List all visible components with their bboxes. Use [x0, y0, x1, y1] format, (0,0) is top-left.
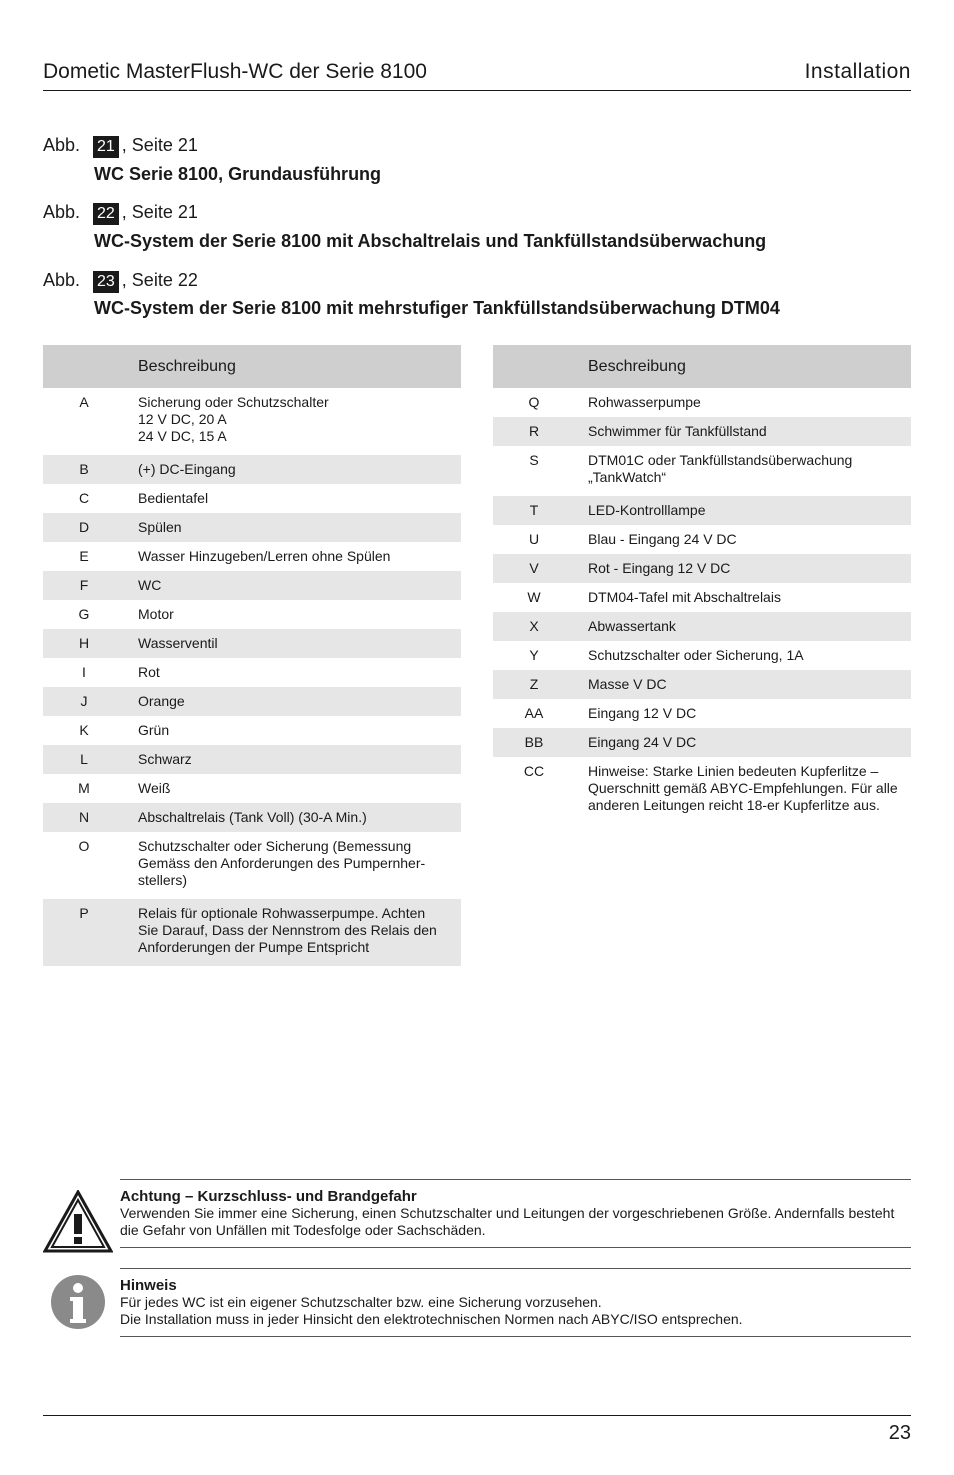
row-description: Sicherung oder Schutzschalter 12 V DC, 20 A 24 V DC, 15 A	[138, 394, 329, 444]
warning-title: Achtung – Kurzschluss- und Brandgefahr	[120, 1188, 417, 1205]
figure-title-21: WC Serie 8100, Grundausführung	[94, 164, 382, 184]
page-header	[43, 58, 911, 91]
info-icon	[50, 1274, 106, 1330]
row-key: Q	[528, 394, 540, 410]
row-description: Spülen	[138, 519, 182, 535]
row-description: Bedientafel	[138, 490, 209, 506]
figure-title-23: WC-System der Serie 8100 mit mehrstufiger Tankfüllstandsüberwachung DTM04	[94, 298, 780, 318]
table-header	[493, 345, 911, 388]
row-key: B	[79, 461, 89, 477]
table-row	[43, 716, 461, 745]
row-description: Weiß	[138, 780, 171, 796]
note-line-1: Für jedes WC ist ein eigener Schutzschalter bzw. eine Sicherung vorzusehen.	[120, 1294, 602, 1310]
document-title: Dometic MasterFlush-WC der Serie 8100	[43, 60, 427, 83]
row-key: A	[79, 394, 89, 410]
row-description: Masse V DC	[588, 676, 667, 692]
row-description: Eingang 12 V DC	[588, 705, 697, 721]
figure-page: , Seite 22	[121, 270, 198, 290]
note-text	[120, 1294, 911, 1328]
figure-number: 21	[93, 136, 119, 158]
row-description: Grün	[138, 722, 170, 738]
row-key: D	[78, 519, 90, 535]
row-key: Z	[529, 676, 539, 692]
table-row	[493, 670, 911, 699]
figure-page: , Seite 21	[121, 202, 198, 222]
row-key: T	[529, 502, 539, 518]
row-key: Y	[529, 647, 539, 663]
table-row	[493, 525, 911, 554]
row-description: Wasserventil	[138, 635, 218, 651]
row-key: BB	[524, 734, 544, 750]
row-key: G	[78, 606, 90, 622]
table-row	[43, 658, 461, 687]
abb-label: Abb.	[43, 270, 81, 290]
table-row	[493, 699, 911, 728]
table-row	[43, 687, 461, 716]
note-box	[120, 1268, 911, 1337]
row-key: R	[528, 423, 540, 439]
figure-ref-22	[43, 202, 198, 225]
table-row	[43, 629, 461, 658]
row-key: U	[528, 531, 540, 547]
table-row	[493, 757, 911, 824]
row-description: Abschaltrelais (Tank Voll) (30-A Min.)	[138, 809, 367, 825]
figure-ref-21	[43, 135, 198, 158]
table-header-label: Beschreibung	[588, 358, 686, 375]
row-key: X	[529, 618, 539, 634]
row-description: Rohwasserpumpe	[588, 394, 701, 410]
figure-title-22: WC-System der Serie 8100 mit Abschaltrelais und Tankfüllstandsüberwachung	[94, 231, 767, 251]
figure-number: 22	[93, 203, 119, 225]
table-row	[493, 446, 911, 496]
table-header	[43, 345, 461, 388]
figure-page: , Seite 21	[121, 135, 198, 155]
row-key: V	[529, 560, 539, 576]
table-row	[493, 388, 911, 417]
table-row	[43, 455, 461, 484]
row-description: Schwarz	[138, 751, 192, 767]
note-line-2: Die Installation muss in jeder Hinsicht den elektrotechnischen Normen nach ABYC/ISO entsprechen.	[120, 1311, 743, 1327]
figure-number: 23	[93, 271, 119, 293]
row-key: AA	[524, 705, 544, 721]
row-description: Wasser Hinzugeben/Lerren ohne Spülen	[138, 548, 391, 564]
warning-text: Verwenden Sie immer eine Sicherung, einen Schutzschalter und Leitungen der vorgeschriebenen Größe. Andernfalls besteht die Gefahr von Unfällen mit Todesfolge oder Sachschäden.	[120, 1205, 895, 1238]
row-description: Rot	[138, 664, 160, 680]
row-key: O	[78, 838, 90, 854]
table-row	[43, 484, 461, 513]
row-description: Blau - Eingang 24 V DC	[588, 531, 737, 547]
table-row	[43, 571, 461, 600]
table-row	[493, 612, 911, 641]
row-description: Relais für optionale Rohwasserpumpe. Achten Sie Darauf, Dass der Nennstrom des Relais den Anforderungen der Pumpe Entspricht	[138, 905, 437, 955]
row-description: Schutzschalter oder Sicherung (Bemessung Gemäss den Anforderungen des Pumpernher-stellers)	[138, 838, 426, 888]
legend-table-right	[493, 345, 911, 824]
row-description: DTM01C oder Tankfüllstandsüberwachung „TankWatch“	[588, 452, 853, 485]
row-description: (+) DC-Eingang	[138, 461, 236, 477]
table-row	[493, 641, 911, 670]
table-row	[43, 774, 461, 803]
row-description: Hinweise: Starke Linien bedeuten Kupferlitze – Querschnitt gemäß ABYC-Empfehlungen. Für alle anderen Leitungen reicht 18-er Kupferlitze aus.	[588, 763, 898, 813]
table-row	[493, 417, 911, 446]
row-key: I	[82, 664, 86, 680]
row-description: LED-Kontrolllampe	[588, 502, 706, 518]
row-key: S	[529, 452, 539, 468]
note-title: Hinweis	[120, 1277, 177, 1294]
row-description: Schwimmer für Tankfüllstand	[588, 423, 767, 439]
table-row	[43, 745, 461, 774]
row-key: J	[80, 693, 88, 709]
row-key: E	[79, 548, 89, 564]
table-row	[43, 899, 461, 966]
row-description: WC	[138, 577, 162, 593]
legend-table-left	[43, 345, 461, 966]
abb-label: Abb.	[43, 202, 81, 222]
table-row	[43, 513, 461, 542]
table-row	[43, 388, 461, 455]
row-key: CC	[523, 763, 545, 779]
row-description: Motor	[138, 606, 174, 622]
footer-rule	[43, 1415, 911, 1416]
table-row	[43, 542, 461, 571]
row-key: F	[79, 577, 89, 593]
row-key: N	[78, 809, 90, 825]
row-description: Rot - Eingang 12 V DC	[588, 560, 731, 576]
abb-label: Abb.	[43, 135, 81, 155]
row-description: DTM04-Tafel mit Abschaltrelais	[588, 589, 781, 605]
table-row	[43, 832, 461, 899]
row-key: P	[79, 905, 89, 921]
table-row	[493, 554, 911, 583]
warning-icon	[43, 1190, 113, 1254]
row-description: Schutzschalter oder Sicherung, 1A	[588, 647, 804, 663]
row-key: K	[79, 722, 89, 738]
table-row	[43, 600, 461, 629]
figure-ref-23	[43, 270, 198, 293]
table-row	[493, 496, 911, 525]
table-row	[43, 803, 461, 832]
warning-box	[120, 1179, 911, 1248]
table-row	[493, 583, 911, 612]
row-key: C	[78, 490, 90, 506]
row-description: Abwassertank	[588, 618, 676, 634]
table-row	[493, 728, 911, 757]
page-number: 23	[888, 1422, 911, 1444]
row-key: W	[527, 589, 541, 605]
row-key: L	[80, 751, 88, 767]
section-title: Installation	[804, 60, 911, 83]
row-description: Eingang 24 V DC	[588, 734, 697, 750]
row-description: Orange	[138, 693, 185, 709]
table-header-label: Beschreibung	[138, 358, 236, 375]
row-key: H	[78, 635, 90, 651]
row-key: M	[78, 780, 90, 796]
